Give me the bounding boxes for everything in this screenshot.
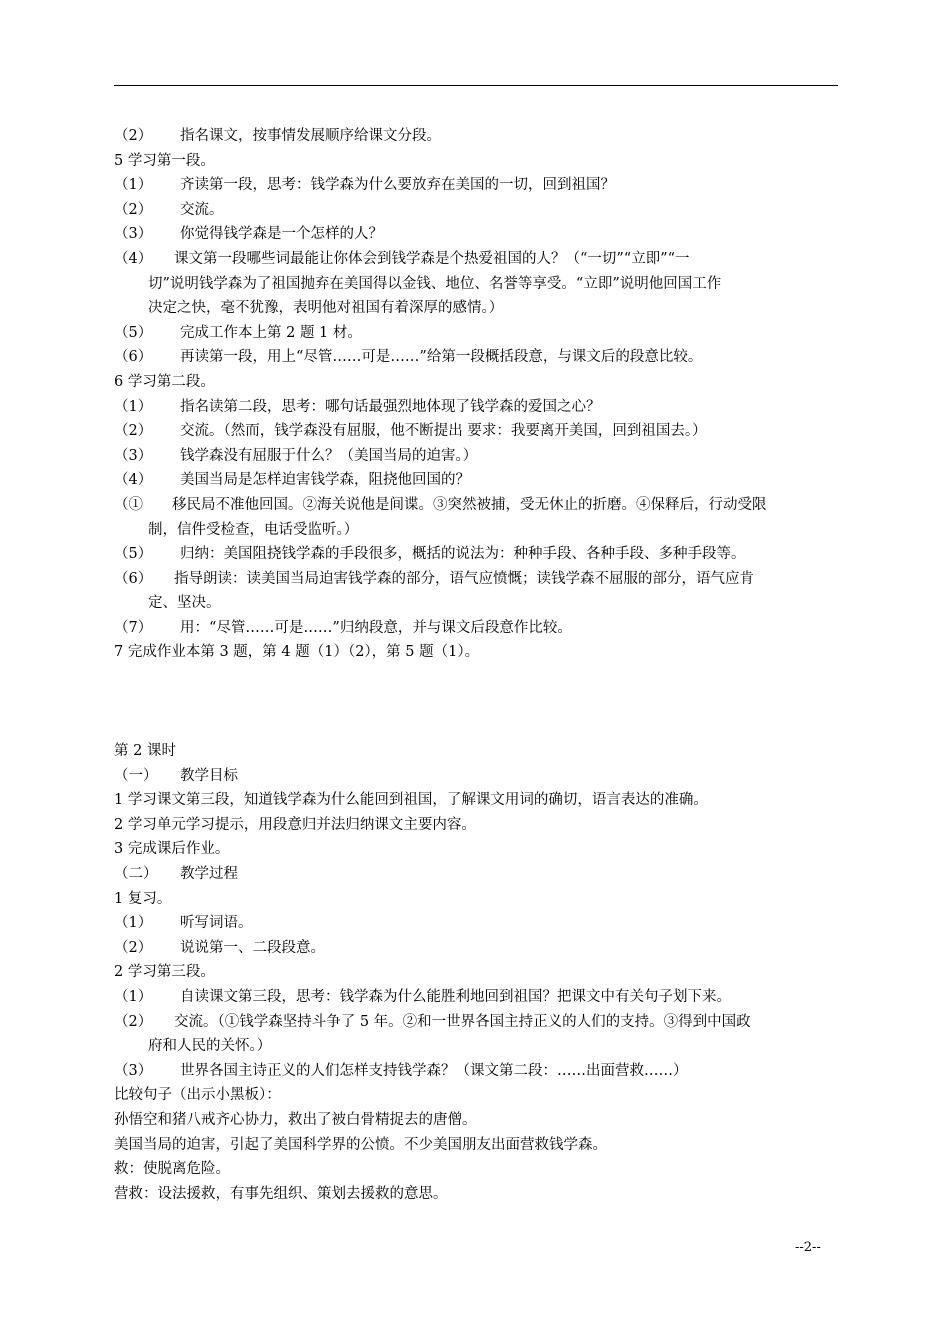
numbered-item-multiline	[114, 1010, 838, 1059]
item-continuation-line: 制，信件受检查，电话受监听。）	[148, 521, 359, 538]
numbered-item	[114, 444, 838, 469]
numbered-item	[114, 345, 838, 370]
item-number: （二）	[114, 866, 158, 883]
item-text: 听写词语。	[180, 915, 253, 932]
numbered-item	[114, 395, 838, 420]
item-number: （2）	[114, 128, 153, 144]
numbered-item	[114, 911, 838, 936]
item-text: 钱学森没有屈服于什么？（美国当局的迫害。）	[180, 447, 478, 464]
text-line: 第 2 课时	[114, 743, 176, 760]
numbered-item	[114, 419, 838, 444]
item-number: （5）	[114, 546, 153, 563]
numbered-item	[114, 1059, 838, 1084]
item-continuation-line: 切”说明钱学森为了祖国抛弃在美国得以金钱、地位、名誉等享受。“立即”说明他回国工作	[148, 275, 722, 292]
document-body	[114, 124, 838, 1206]
text-line: 5 学习第一段。	[114, 152, 215, 169]
item-number: （3）	[114, 447, 153, 464]
item-text: 再读第一段，用上“尽管……可是……”给第一段概括段意，与课文后的段意比较。	[180, 349, 703, 366]
item-text: 用：“尽管……可是……”归纳段意，并与课文后段意作比较。	[180, 619, 572, 636]
item-text: 世界各国主诗正义的人们怎样支持钱学森？（课文第二段：……出面营救……）	[180, 1062, 688, 1079]
numbered-item-multiline	[114, 567, 838, 616]
numbered-item	[114, 321, 838, 346]
numbered-item	[114, 985, 838, 1010]
text-line: 营救：设法援救，有事先组织、策划去援救的意思。	[114, 1185, 448, 1202]
item-number: （3）	[114, 226, 153, 243]
header-rule	[114, 85, 838, 86]
numbered-item	[114, 542, 838, 567]
item-number: （1）	[114, 177, 153, 194]
numbered-item-multiline	[114, 247, 838, 321]
numbered-item	[114, 124, 838, 149]
item-text: 交流。	[180, 201, 224, 218]
item-text: 教学目标	[180, 767, 238, 784]
item-text: 教学过程	[180, 866, 238, 883]
item-text: 齐读第一段，思考：钱学森为什么要放弃在美国的一切，回到祖国？	[180, 177, 615, 194]
item-number: （2）	[114, 939, 153, 956]
numbered-item	[114, 862, 838, 887]
item-first-line: （2） 交流。（①钱学森坚持斗争了 5 年。②和一世界各国主持正义的人们的支持。③得到中国政	[114, 1013, 751, 1030]
item-number: （1）	[114, 398, 153, 415]
item-text: 说说第一、二段段意。	[180, 939, 325, 956]
item-continuation-line: 府和人民的关怀。）	[148, 1038, 272, 1055]
item-text: 归纳：美国阻挠钱学森的手段很多，概括的说法为：种种手段、各种手段、多种手段等。	[180, 546, 746, 563]
item-first-line: （① 移民局不准他回国。②海关说他是间谍。③突然被捕，受无休止的折磨。④保释后，行动受限	[114, 496, 767, 513]
text-line: 1 复习。	[114, 890, 172, 907]
text-line: 7 完成作业本第 3 题，第 4 题（1）（2），第 5 题（1）。	[114, 644, 480, 661]
numbered-item	[114, 173, 838, 198]
item-number: （1）	[114, 989, 153, 1005]
item-text: 指名课文，按事情发展顺序给课文分段。	[180, 128, 441, 144]
numbered-item	[114, 198, 838, 223]
section-gap	[114, 665, 838, 739]
item-number: （3）	[114, 1062, 153, 1079]
item-number: （2）	[114, 423, 153, 440]
numbered-item	[114, 222, 838, 247]
text-line: 2 学习单元学习提示，用段意归并法归纳课文主要内容。	[114, 816, 476, 833]
numbered-item-multiline	[114, 493, 838, 542]
item-number: （一）	[114, 767, 158, 784]
item-number: （1）	[114, 915, 153, 932]
text-line: 3 完成课后作业。	[114, 841, 230, 858]
text-line: 6 学习第二段。	[114, 373, 215, 390]
numbered-item	[114, 616, 838, 641]
item-continuation-line: 定、坚决。	[148, 595, 221, 612]
numbered-item	[114, 468, 838, 493]
page-number: --2--	[795, 1240, 821, 1255]
item-number: （2）	[114, 201, 153, 218]
item-text: 完成工作本上第 2 题 1 材。	[180, 324, 362, 341]
item-text: 自读课文第三段，思考：钱学森为什么能胜利地回到祖国？把课文中有关句子划下来。	[180, 989, 731, 1005]
lesson-1-section	[114, 124, 838, 665]
item-text: 你觉得钱学森是一个怎样的人？	[180, 226, 383, 243]
item-text: 指名读第二段，思考：哪句话最强烈地体现了钱学森的爱国之心？	[180, 398, 601, 415]
text-line: 美国当局的迫害，引起了美国科学界的公愤。不少美国朋友出面营救钱学森。	[114, 1136, 607, 1153]
numbered-item	[114, 764, 838, 789]
text-line: 2 学习第三段。	[114, 964, 215, 981]
item-first-line: （4） 课文第一段哪些词最能让你体会到钱学森是个热爱祖国的人？（“一切”“立即”“一	[114, 250, 690, 267]
item-number: （4）	[114, 472, 153, 489]
text-line: 孙悟空和猪八戒齐心协力，救出了被白骨精捉去的唐僧。	[114, 1111, 477, 1128]
lesson-2-section	[114, 739, 838, 1206]
item-number: （7）	[114, 619, 153, 636]
item-first-line: （6） 指导朗读：读美国当局迫害钱学森的部分，语气应愤慨；读钱学森不屈服的部分，语气应肯	[114, 570, 754, 587]
numbered-item	[114, 936, 838, 961]
item-number: （6）	[114, 349, 153, 366]
item-text: 交流。（然而，钱学森没有屈服，他不断提出 要求：我要离开美国，回到祖国去。）	[180, 423, 707, 440]
item-continuation-line: 决定之快，毫不犹豫，表明他对祖国有着深厚的感情。）	[148, 300, 504, 317]
item-number: （5）	[114, 324, 153, 341]
text-line: 1 学习课文第三段，知道钱学森为什么能回到祖国，了解课文用词的确切，语言表达的准确。	[114, 792, 708, 809]
text-line: 救：使脱离危险。	[114, 1161, 230, 1178]
text-line: 比较句子（出示小黑板）：	[114, 1087, 281, 1104]
item-text: 美国当局是怎样迫害钱学森，阻挠他回国的？	[180, 472, 470, 489]
